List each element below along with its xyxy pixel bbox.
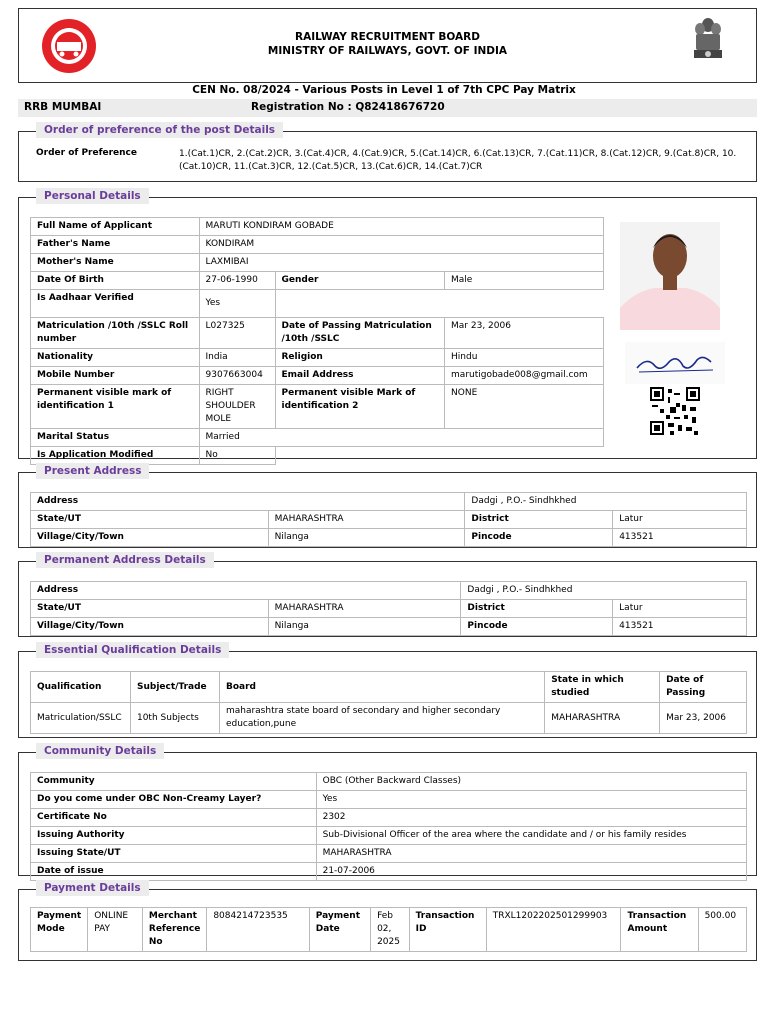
table-row: [31, 367, 604, 385]
table-cell-label: Community: [31, 773, 317, 791]
permanent-address-section: [18, 554, 757, 637]
header-line2: MINISTRY OF RAILWAYS, GOVT. OF INDIA: [267, 45, 508, 57]
matric-date-value: Mar 23, 2006: [445, 318, 604, 349]
transaction-id-value: TRXL1202202501299903: [486, 908, 621, 952]
header-title: [19, 30, 756, 58]
matric-roll-value: L027325: [199, 318, 275, 349]
table-cell: Matriculation/SSLC: [31, 703, 131, 734]
permanent-address-label: Address: [31, 582, 461, 600]
present-address-section: [18, 465, 757, 548]
present-pincode-value: 413521: [613, 529, 747, 547]
permanent-village-value: Nilanga: [268, 618, 461, 636]
table-cell: Yes: [316, 791, 746, 809]
table-row: [31, 429, 604, 447]
qualification-table: [30, 671, 747, 734]
payment-section: [18, 882, 757, 961]
community-legend: Community Details: [36, 743, 164, 759]
table-row: [31, 511, 747, 529]
national-emblem-icon: [690, 15, 726, 75]
table-row: [31, 773, 747, 791]
dob-label: Date Of Birth: [31, 272, 200, 290]
father-label: Father's Name: [31, 236, 200, 254]
payment-legend: Payment Details: [36, 880, 149, 896]
nationality-label: Nationality: [31, 349, 200, 367]
table-row: [31, 349, 604, 367]
present-village-value: Nilanga: [268, 529, 465, 547]
table-header: State in which studied: [545, 672, 660, 703]
permanent-district-label: District: [461, 600, 613, 618]
permanent-village-label: Village/City/Town: [31, 618, 269, 636]
table-cell: Sub-Divisional Officer of the area where the candidate and / or his family resides: [316, 827, 746, 845]
present-state-value: MAHARASHTRA: [268, 511, 465, 529]
matric-roll-label: Matriculation /10th /SSLC Roll number: [31, 318, 200, 349]
table-cell: MAHARASHTRA: [545, 703, 660, 734]
payment-table: [30, 907, 747, 952]
registration-number: Registration No : Q82418676720: [251, 101, 445, 113]
present-address-legend: Present Address: [36, 463, 149, 479]
modified-value: No: [199, 447, 275, 465]
signature-image: [625, 342, 725, 384]
cen-number: CEN No. 08/2024 - Various Posts in Level 1 of 7th CPC Pay Matrix: [192, 84, 576, 96]
community-table: [30, 772, 747, 881]
table-row: [31, 318, 604, 349]
mark2-label: Permanent visible Mark of identification 2: [275, 385, 445, 429]
table-row: [31, 600, 747, 618]
rrb-name: RRB MUMBAI: [24, 101, 102, 113]
full-name-label: Full Name of Applicant: [31, 218, 200, 236]
table-header: Qualification: [31, 672, 131, 703]
present-district-value: Latur: [613, 511, 747, 529]
matric-date-label: Date of Passing Matriculation /10th /SSLC: [275, 318, 445, 349]
table-row: [31, 908, 747, 952]
present-address-value: Dadgi , P.O.- Sindhkhed: [465, 493, 747, 511]
transaction-amount-label: Transaction Amount: [621, 908, 698, 952]
permanent-state-value: MAHARASHTRA: [268, 600, 461, 618]
dob-value: 27-06-1990: [199, 272, 275, 290]
table-cell-label: Issuing State/UT: [31, 845, 317, 863]
permanent-district-value: Latur: [613, 600, 747, 618]
permanent-address-table: [30, 581, 747, 636]
payment-date-label: Payment Date: [309, 908, 370, 952]
table-row: [31, 218, 604, 236]
personal-table: [30, 217, 604, 465]
table-row: [31, 236, 604, 254]
present-pincode-label: Pincode: [465, 529, 613, 547]
mark1-label: Permanent visible mark of identification 1: [31, 385, 200, 429]
permanent-state-label: State/UT: [31, 600, 269, 618]
table-row: [31, 493, 747, 511]
transaction-amount-value: 500.00: [698, 908, 746, 952]
table-row: [31, 791, 747, 809]
table-row: [31, 809, 747, 827]
nationality-value: India: [199, 349, 275, 367]
applicant-signature: [625, 342, 725, 384]
present-village-label: Village/City/Town: [31, 529, 269, 547]
table-header: Board: [219, 672, 544, 703]
table-cell: 21-07-2006: [316, 863, 746, 881]
personal-section: [18, 190, 757, 460]
applicant-photo: [620, 222, 720, 330]
table-row: [31, 272, 604, 290]
table-row: [31, 529, 747, 547]
merchant-ref-label: Merchant Reference No: [142, 908, 206, 952]
table-cell-label: Do you come under OBC Non-Creamy Layer?: [31, 791, 317, 809]
table-row: [31, 290, 604, 318]
email-label: Email Address: [275, 367, 445, 385]
marital-value: Married: [199, 429, 603, 447]
gender-value: Male: [445, 272, 604, 290]
table-header: Subject/Trade: [130, 672, 219, 703]
table-cell-label: Certificate No: [31, 809, 317, 827]
table-cell: OBC (Other Backward Classes): [316, 773, 746, 791]
aadhaar-label: Is Aadhaar Verified: [31, 290, 200, 318]
mark1-value: RIGHT SHOULDER MOLE: [199, 385, 275, 429]
table-cell: Mar 23, 2006: [660, 703, 747, 734]
table-row: [31, 827, 747, 845]
permanent-pincode-label: Pincode: [461, 618, 613, 636]
payment-date-value: Feb 02, 2025: [371, 908, 410, 952]
table-cell: 10th Subjects: [130, 703, 219, 734]
email-value: marutigobade008@gmail.com: [445, 367, 604, 385]
community-section: [18, 745, 757, 876]
preference-section: [18, 124, 757, 182]
table-header: Date of Passing: [660, 672, 747, 703]
permanent-address-value: Dadgi , P.O.- Sindhkhed: [461, 582, 747, 600]
gender-label: Gender: [275, 272, 445, 290]
qualification-legend: Essential Qualification Details: [36, 642, 229, 658]
full-name-value: MARUTI KONDIRAM GOBADE: [199, 218, 603, 236]
rrb-bar: [18, 99, 757, 117]
table-header-row: [31, 672, 747, 703]
modified-label: Is Application Modified: [31, 447, 200, 465]
mark2-value: NONE: [445, 385, 604, 429]
table-row: [31, 385, 604, 429]
merchant-ref-value: 8084214723535: [207, 908, 309, 952]
present-state-label: State/UT: [31, 511, 269, 529]
mobile-value: 9307663004: [199, 367, 275, 385]
preference-label: Order of Preference: [36, 148, 137, 158]
qualification-section: [18, 644, 757, 738]
aadhaar-value: Yes: [199, 290, 275, 318]
table-row: [31, 703, 747, 734]
table-cell: 2302: [316, 809, 746, 827]
preference-value: 1.(Cat.1)CR, 2.(Cat.2)CR, 3.(Cat.4)CR, 4.(Cat.9)CR, 5.(Cat.14)CR, 6.(Cat.13)CR, 7.(Cat.11)CR, 8.(Cat.12)CR, 9.(Cat.8)CR, 10.(Cat.10)CR, 11.(Cat.3)CR, 12.(Cat.5)CR, 13.(Cat.6)CR, 14.(Cat.7)CR: [179, 149, 737, 172]
religion-value: Hindu: [445, 349, 604, 367]
payment-mode-label: Payment Mode: [31, 908, 88, 952]
table-row: [31, 863, 747, 881]
present-district-label: District: [465, 511, 613, 529]
table-cell-label: Issuing Authority: [31, 827, 317, 845]
present-address-table: [30, 492, 747, 547]
transaction-id-label: Transaction ID: [409, 908, 486, 952]
preference-legend: Order of preference of the post Details: [36, 122, 283, 138]
table-row: [31, 582, 747, 600]
religion-label: Religion: [275, 349, 445, 367]
table-cell: MAHARASHTRA: [316, 845, 746, 863]
mobile-label: Mobile Number: [31, 367, 200, 385]
mother-value: LAXMIBAI: [199, 254, 603, 272]
table-row: [31, 618, 747, 636]
header: [18, 8, 757, 83]
table-cell-label: Date of issue: [31, 863, 317, 881]
table-cell: maharashtra state board of secondary and higher secondary education,pune: [219, 703, 544, 734]
payment-mode-value: ONLINE PAY: [88, 908, 143, 952]
personal-legend: Personal Details: [36, 188, 149, 204]
present-address-label: Address: [31, 493, 465, 511]
header-line1: RAILWAY RECRUITMENT BOARD: [295, 31, 480, 43]
table-row: [31, 254, 604, 272]
permanent-pincode-value: 413521: [613, 618, 747, 636]
permanent-address-legend: Permanent Address Details: [36, 552, 214, 568]
table-row: [31, 845, 747, 863]
mother-label: Mother's Name: [31, 254, 200, 272]
qr-code-icon: [650, 387, 700, 435]
father-value: KONDIRAM: [199, 236, 603, 254]
marital-label: Marital Status: [31, 429, 200, 447]
table-row: [31, 447, 604, 465]
